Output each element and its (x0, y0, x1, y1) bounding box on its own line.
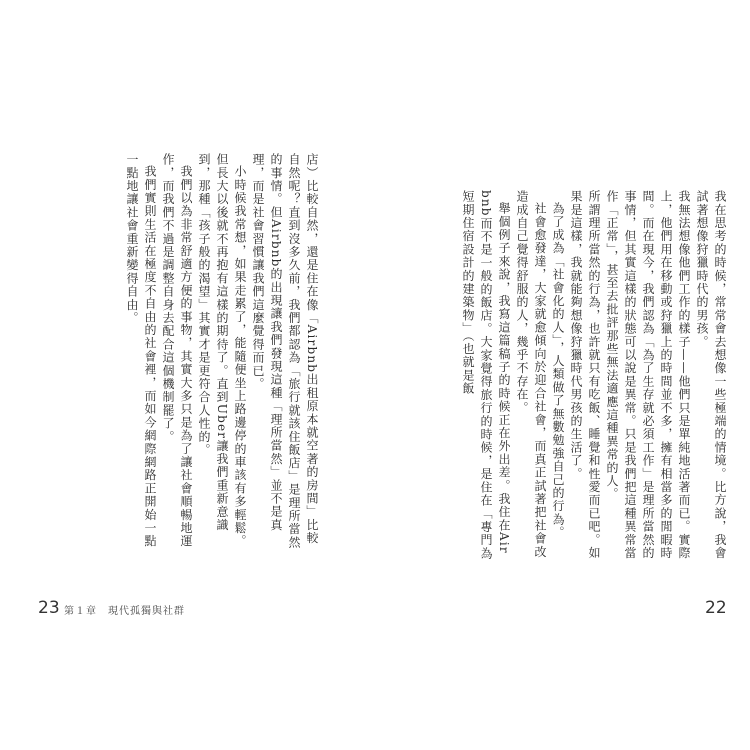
page-number-right: 22 (705, 598, 727, 618)
paragraph: 小時候我常想，如果走累了，能隨便坐上路邊停的車該有多輕鬆。但長大以後就不再抱有這樣的期待了。直到Uber讓我們重新意識到，那種「孩子般的渴望」其實才是更符合人性的。 (197, 153, 247, 548)
chapter-running-head: 第１章 現代孤獨與社群 (64, 606, 185, 617)
left-page-text (125, 153, 321, 549)
paragraph: 我無法想像他們工作的樣子——他們只是單純地活著而已。實際上，他們用在移動或狩獵上的時間並不多，擁有相當多的閒暇時間。而在現今，我們認為「為了生存就必須工作」是理所當然的事情，但其實這樣的狀態可以說是異常。只是我們把這種異常當作「正常」，甚至去批評那些無法適應這種異常的人。 (605, 190, 691, 560)
paragraph: 為了成為「社會化的人」，人類做了無數勉強自己的行為。 (551, 202, 565, 540)
paragraph: 舉個例子來說，我寫這篇稿子的時候正在外出差。我住在Airbnb而不是一般的飯店。大家覺得旅行的時候，是住在「專門為短期住宿設計的建築物」（也就是飯 (461, 190, 511, 560)
right-page-text (424, 190, 729, 560)
right-page (375, 0, 750, 750)
page-number-left: 23 (38, 598, 60, 618)
paragraph: 我們實則生活在極度不自由的社會裡，而如今網際網路正開始一點一點地讓社會重新變得自由。 (125, 153, 157, 548)
paragraph: 我們以為非常舒適方便的事物，其實大多只是為了讓社會順暢地運作，而我們不過是調整自身去配合這個機制罷了。 (161, 153, 193, 548)
paragraph: 店）比較自然，還是住在像「Airbnb出租原本就空著的房間」比較自然呢？直到沒多久前，我們都認為「旅行就該住飯店」是理所當然的事情。但Airbnb的出現讓我們發現這種「理所當然」並不是真理，而是社會習慣讓我們這麼覺得而已。 (251, 153, 319, 549)
paragraph: 所謂理所當然的行為，也許就只有吃飯、睡覺和性愛而已吧。如果是這樣，我就能夠想像狩獵時代男孩的生活了。 (569, 190, 601, 560)
paragraph: 我在思考的時候，常常會去想像一些極端的情境。比方說，我會試著想像狩獵時代的男孩。 (695, 190, 727, 560)
paragraph: 社會愈發達，大家就愈傾向於迎合社會，而真正試著把社會改造成自己覺得舒服的人，幾乎不存在。 (515, 190, 547, 559)
